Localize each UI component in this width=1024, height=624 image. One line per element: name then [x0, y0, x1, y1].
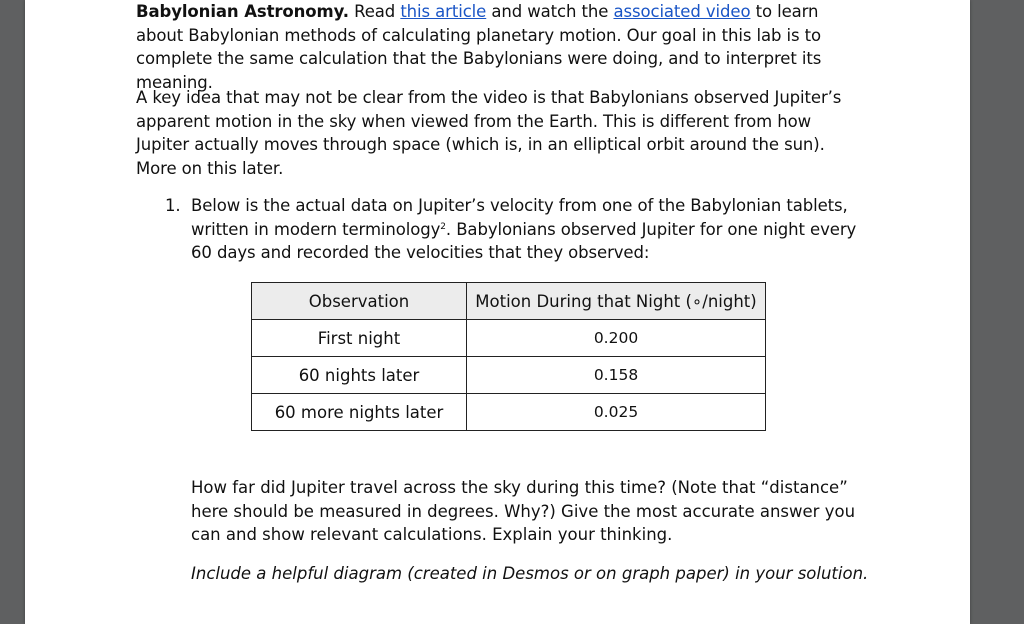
- cell-observation: First night: [252, 320, 467, 357]
- cell-observation: 60 nights later: [252, 357, 467, 394]
- list-item-number: 1.: [165, 196, 181, 215]
- cell-motion: 0.200: [467, 320, 766, 357]
- table-row: [252, 357, 766, 394]
- item-text-after: . Babylonians observed Jupiter for one night every 60 days and recorded the velocities that they observed:: [191, 219, 857, 262]
- intro-read: Read: [354, 2, 396, 21]
- intro-rest: to learn about Babylonian methods of calculating planetary motion. Our goal in this lab is to complete the same calculation that the Babylonians were doing, and to interpret its meaning.: [136, 2, 822, 92]
- table-row: [252, 320, 766, 357]
- key-idea-paragraph: A key idea that may not be clear from the video is that Babylonians observed Jupiter’s apparent motion in the sky when viewed from the Earth. This is different from how Jupiter actually moves through space (which is, in an elliptical orbit around the sun). More on this later.: [136, 88, 842, 178]
- header-observation: Observation: [252, 283, 467, 320]
- list-item-text: [191, 194, 861, 265]
- table-row: [252, 394, 766, 431]
- header-motion: Motion During that Night (∘/night): [467, 283, 766, 320]
- cell-observation: 60 more nights later: [252, 394, 467, 431]
- document-page: [25, 0, 970, 624]
- intro-and-watch: and watch the: [491, 2, 609, 21]
- intro-paragraph: [136, 0, 866, 94]
- item-text-before: Below is the actual data on Jupiter’s velocity from one of the Babylonian tablets, written in modern terminology: [191, 196, 848, 239]
- article-link[interactable]: this article: [400, 2, 487, 21]
- video-link[interactable]: associated video: [613, 2, 751, 21]
- table-header-row: [252, 283, 766, 320]
- footnote-marker[interactable]: 2: [440, 221, 446, 232]
- diagram-instruction: Include a helpful diagram (created in Desmos or on graph paper) in your solution.: [191, 564, 869, 583]
- question-paragraph: How far did Jupiter travel across the sky during this time? (Note that “distance” here should be measured in degrees. Why?) Give the most accurate answer you can and show relevant calculations. Explain your thinking.: [191, 478, 856, 544]
- velocity-table: [251, 282, 766, 431]
- intro-title: Babylonian Astronomy.: [136, 2, 349, 21]
- cell-motion: 0.158: [467, 357, 766, 394]
- cell-motion: 0.025: [467, 394, 766, 431]
